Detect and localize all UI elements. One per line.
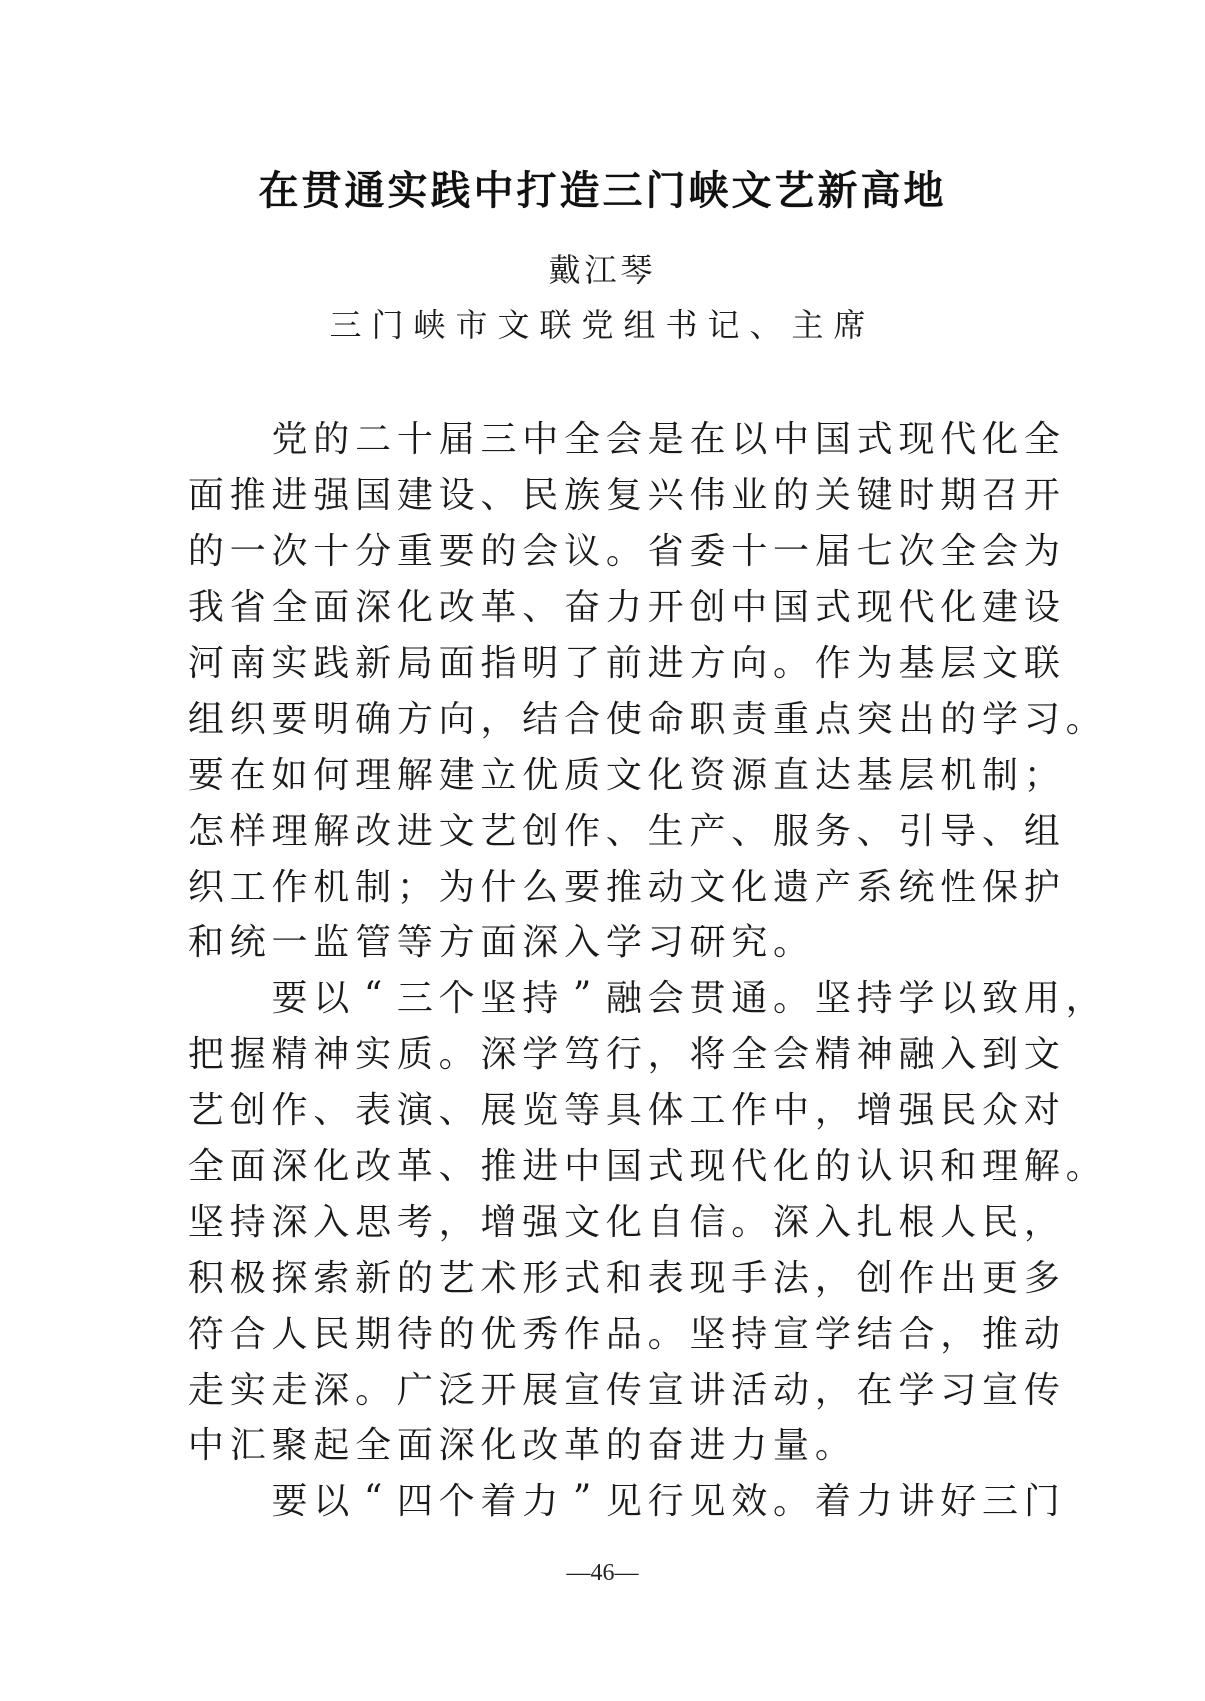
- body-line: 织 工 作 机 制 ； 为 什 么 要 推 动 文 化 遗 产 系 统 性 保 护: [187, 866, 1060, 908]
- body-line: 怎 样 理 解 改 进 文 艺 创 作 、 生 产 、 服 务 、 引 导 、 组: [187, 810, 1060, 852]
- article-author: 戴江琴: [548, 251, 657, 289]
- body-line: 组 织 要 明 确 方 向 ， 结 合 使 命 职 责 重 点 突 出 的 学 习 。: [187, 698, 1102, 740]
- body-line: 把 握 精 神 实 质 。 深 学 笃 行 ， 将 全 会 精 神 融 入 到 文: [187, 1034, 1060, 1076]
- body-line: 要 在 如 何 理 解 建 立 优 质 文 化 资 源 直 达 基 层 机 制 ；: [187, 754, 1060, 796]
- author-affiliation: 三门峡市文联党组书记、主席: [329, 306, 876, 344]
- body-line: 走 实 走 深 。 广 泛 开 展 宣 传 宣 讲 活 动 ， 在 学 习 宣 传: [187, 1369, 1060, 1411]
- body-line: 艺 创 作 、 表 演 、 展 览 等 具 体 工 作 中 ， 增 强 民 众 对: [187, 1090, 1060, 1132]
- body-line: 党 的 二 十 届 三 中 全 会 是 在 以 中 国 式 现 代 化 全: [271, 419, 1060, 461]
- body-line: 积 极 探 索 新 的 艺 术 形 式 和 表 现 手 法 ， 创 作 出 更 多: [187, 1257, 1060, 1299]
- article-title: 在贯通实践中打造三门峡文艺新高地: [258, 167, 947, 214]
- body-line: 要 以 “ 四 个 着 力 ” 见 行 见 效 。 着 力 讲 好 三 门: [271, 1478, 1060, 1523]
- body-line: 要 以 “ 三 个 坚 持 ” 融 会 贯 通 。 坚 持 学 以 致 用 ，: [271, 975, 1102, 1020]
- body-line: 河 南 实 践 新 局 面 指 明 了 前 进 方 向 。 作 为 基 层 文 联: [187, 643, 1060, 684]
- body-line: 全 面 深 化 改 革 、 推 进 中 国 式 现 代 化 的 认 识 和 理 解 。: [187, 1146, 1102, 1188]
- body-line: 和 统 一 监 管 等 方 面 深 入 学 习 研 究 。: [187, 922, 810, 964]
- article-body: [185, 409, 1102, 1527]
- body-line: 符 合 人 民 期 待 的 优 秀 作 品 。 坚 持 宣 学 结 合 ， 推 动: [187, 1313, 1060, 1355]
- body-line: 坚 持 深 入 思 考 ， 增 强 文 化 自 信 。 深 入 扎 根 人 民 ，: [187, 1201, 1060, 1243]
- body-line: 面 推 进 强 国 建 设 、 民 族 复 兴 伟 业 的 关 键 时 期 召 开: [187, 475, 1060, 517]
- body-line: 中 汇 聚 起 全 面 深 化 改 革 的 奋 进 力 量 。: [187, 1425, 851, 1467]
- page-number: —46—: [566, 1560, 639, 1586]
- body-line: 我 省 全 面 深 化 改 革 、 奋 力 开 创 中 国 式 现 代 化 建 设: [187, 587, 1060, 629]
- body-line: 的 一 次 十 分 重 要 的 会 议 。 省 委 十 一 届 七 次 全 会 为: [187, 531, 1060, 573]
